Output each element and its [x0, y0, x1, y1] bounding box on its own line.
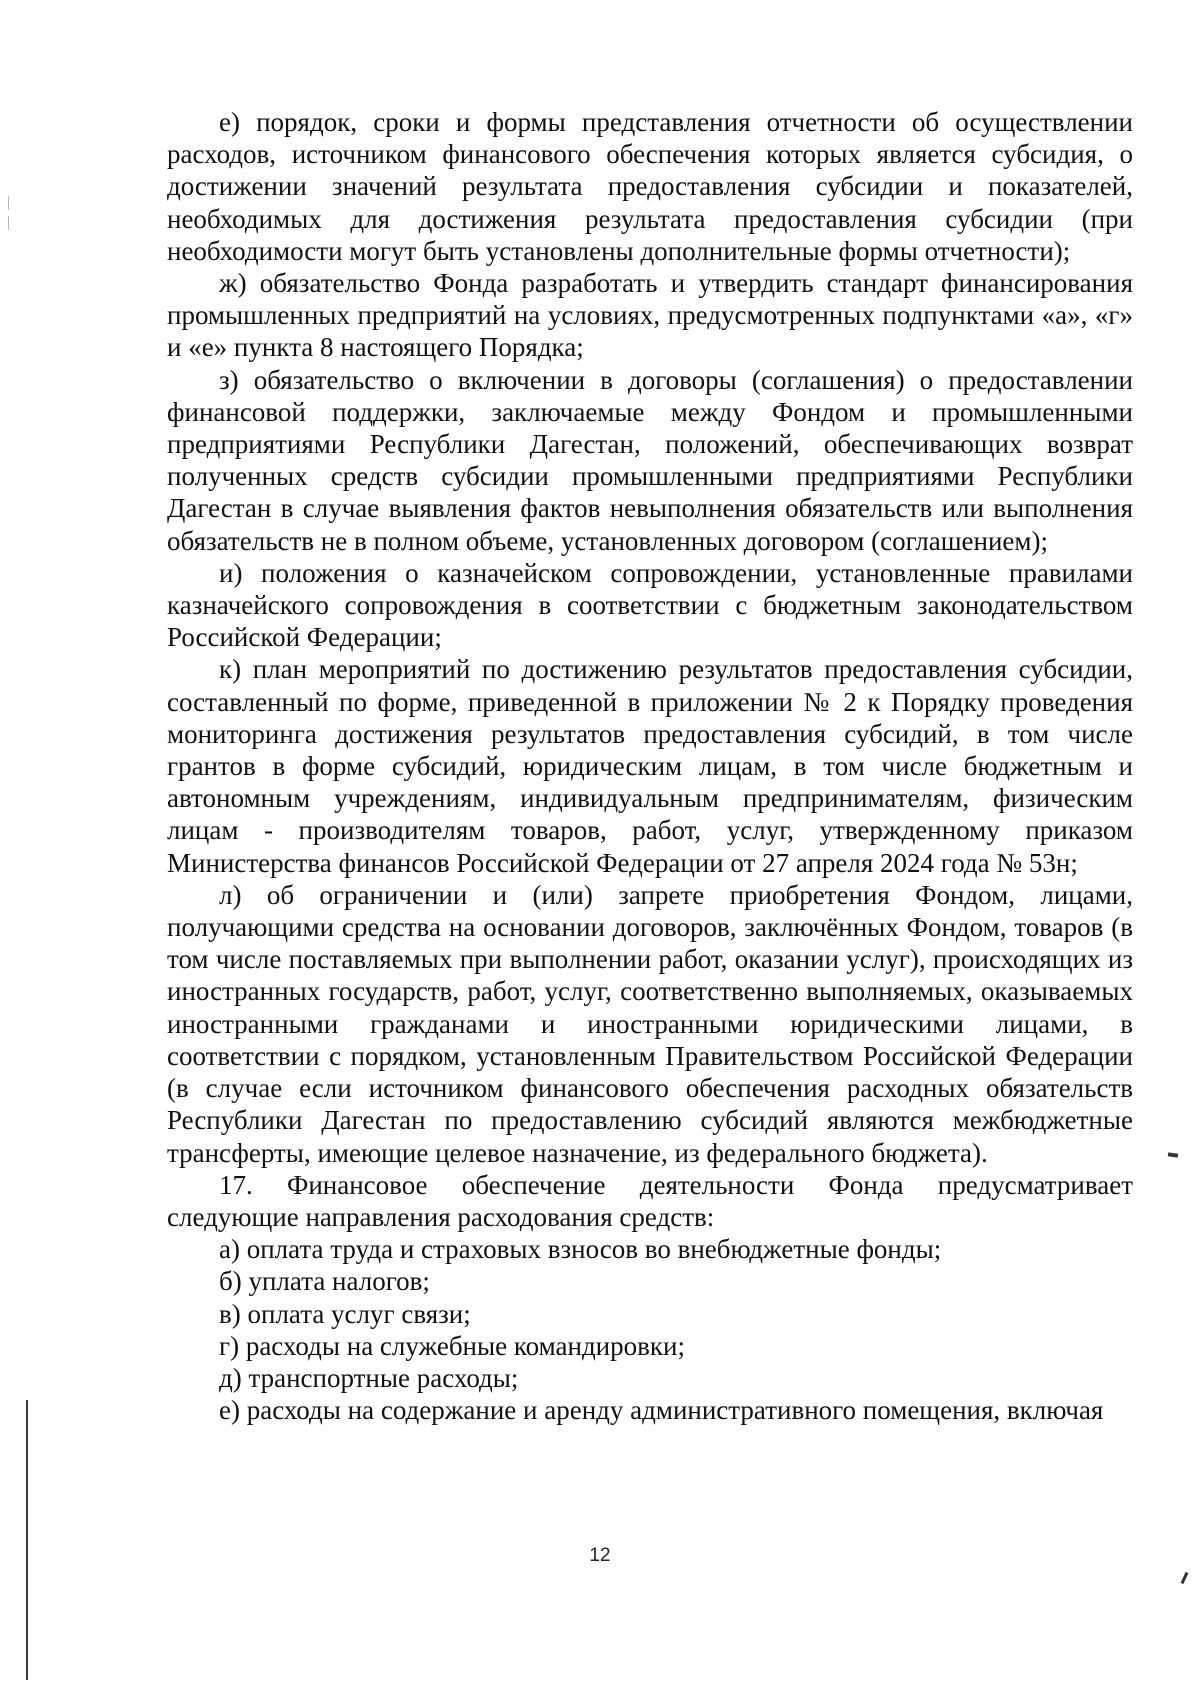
paragraph-k-plan: к) план мероприятий по достижению результатов предоставления субсидии, составленный по форме, приведенной в приложении № 2 к Порядку проведения мониторинга достижения результатов предоставления субсидий, в том числе грантов в форме субсидий, юридическим лицам, в том числе бюджетным и автономным учреждениям, индивидуальным предпринимателям, физическим лицам - производителям товаров, работ, услуг, утвержденному приказом Министерства финансов Российской Федерации от 27 апреля 2024 года № 53н;	[167, 654, 1133, 878]
list-item-g: г) расходы на служебные командировки;	[219, 1330, 685, 1361]
paragraph-z-contracts: з) обязательство о включении в договоры (соглашения) о предоставлении финансовой поддержки, заключаемые между Фондом и промышленными предприятиями Республики Дагестан, положений, обеспечивающих возврат полученных средств субсидии промышленными предприятиями Республики Дагестан в случае выявления фактов невыполнения обязательств или выполнения обязательств не в полном объеме, установленных договором (соглашением);	[167, 364, 1133, 556]
paragraph-i-treasury: и) положения о казначейском сопровождении, установленные правилами казначейского сопровождения в соответствии с бюджетным законодательством Российской Федерации;	[167, 557, 1133, 653]
page-number: 12	[589, 1545, 611, 1566]
list-item-a: а) оплата труда и страховых взносов во внебюджетные фонды;	[219, 1234, 942, 1265]
scan-edge-line	[26, 1400, 28, 1680]
document-body	[167, 106, 1133, 1426]
list-item-b: б) уплата налогов;	[219, 1266, 430, 1297]
scan-artifact-dash	[1168, 1152, 1178, 1157]
list-item-d: д) транспортные расходы;	[219, 1362, 519, 1393]
scan-tick-mark	[8, 196, 9, 210]
paragraph-17-funding: 17. Финансовое обеспечение деятельности Фонда предусматривает следующие направления расходования средств:	[167, 1169, 1133, 1232]
list-item-v: в) оплата услуг связи;	[219, 1298, 471, 1329]
paragraph-e-reporting: е) порядок, сроки и формы представления отчетности об осуществлении расходов, источником финансового обеспечения которых является субсидия, о достижении значений результата предоставления субсидии и показателей, необходимых для достижения результата предоставления субсидии (при необходимости могут быть установлены дополнительные формы отчетности);	[167, 107, 1133, 266]
scan-tick-mark	[8, 216, 9, 230]
list-item-e: е) расходы на содержание и аренду административного помещения, включая	[219, 1395, 1104, 1426]
scan-artifact-mark	[1181, 1572, 1189, 1584]
paragraph-l-restrictions: л) об ограничении и (или) запрете приобретения Фондом, лицами, получающими средства на основании договоров, заключённых Фондом, товаров (в том числе поставляемых при выполнении работ, оказании услуг), происходящих из иностранных государств, работ, услуг, соответственно выполняемых, оказываемых иностранными гражданами и иностранными юридическими лицами, в соответствии с порядком, установленным Правительством Российской Федерации (в случае если источником финансового обеспечения расходных обязательств Республики Дагестан по предоставлению субсидий являются межбюджетные трансферты, имеющие целевое назначение, из федерального бюджета).	[167, 879, 1133, 1168]
paragraph-zh-standard: ж) обязательство Фонда разработать и утвердить стандарт финансирования промышленных предприятий на условиях, предусмотренных подпунктами «а», «г» и «е» пункта 8 настоящего Порядка;	[167, 268, 1133, 363]
